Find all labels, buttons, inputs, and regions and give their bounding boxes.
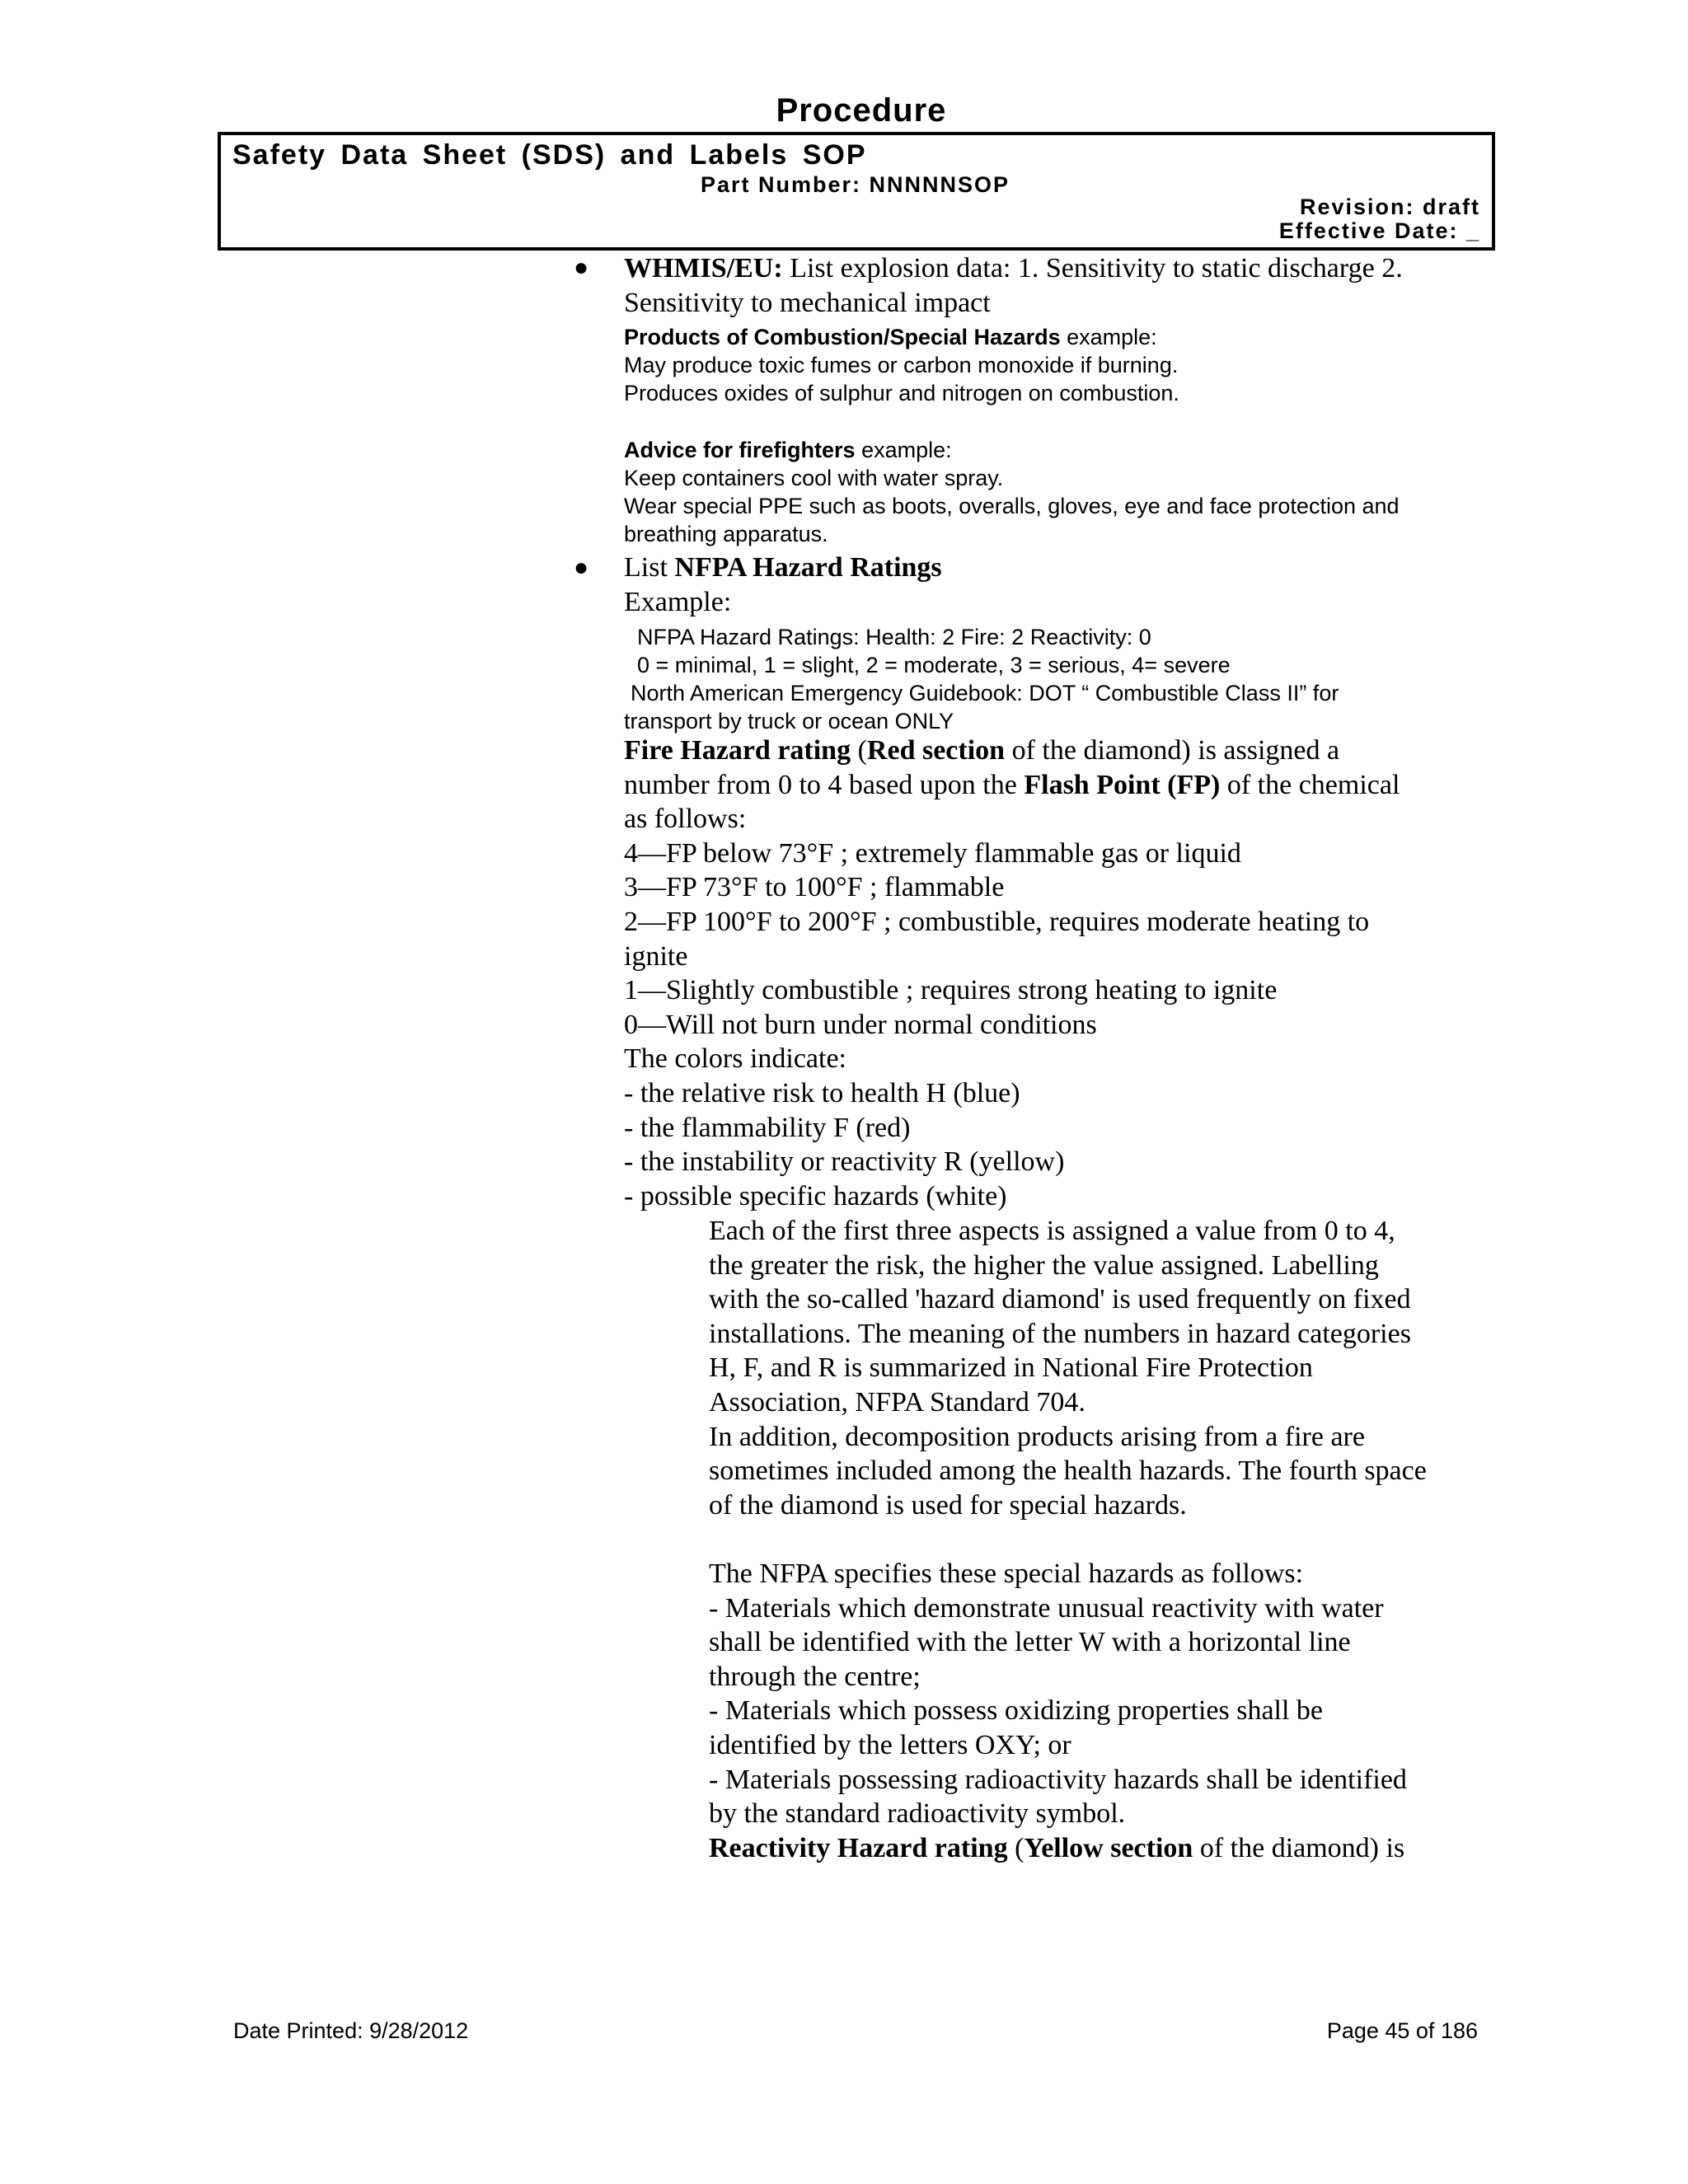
firefighters-suffix: example: [855, 438, 952, 462]
combustion-label: Products of Combustion/Special Hazards [624, 325, 1061, 349]
effective-date: Effective Date: _ [1278, 218, 1480, 243]
firefighters-line: breathing apparatus. [624, 522, 828, 546]
yellow-section-label: Yellow section [1024, 1832, 1193, 1863]
flash-point-rating: 3—FP 73°F to 100°F ; flammable [624, 872, 1005, 903]
fire-rating-text: of the chemical [1220, 769, 1400, 800]
part-number: Part Number: NNNNNSOP [701, 172, 1010, 197]
bullet-icon: ● [574, 254, 589, 281]
paren-text: ( [1007, 1832, 1025, 1863]
document-type-title: Procedure [776, 92, 947, 129]
color-item: - possible specific hazards (white) [624, 1180, 1007, 1212]
fire-rating-block [624, 733, 1489, 1213]
special-hazard-line: - Materials possessing radioactivity hazards shall be identified [709, 1764, 1407, 1795]
nfpa-example-line: transport by truck or ocean ONLY [624, 709, 954, 733]
nfpa-label: NFPA Hazard Ratings [674, 552, 942, 583]
nfpa-example-line: 0 = minimal, 1 = slight, 2 = moderate, 3 = serious, 4= severe [637, 653, 1231, 677]
flash-point-rating: 4—FP below 73°F ; extremely flammable gas or liquid [624, 837, 1241, 869]
fire-rating-text: as follows: [624, 804, 747, 835]
reactivity-text: of the diamond) is [1193, 1832, 1405, 1863]
aspects-line: the greater the risk, the higher the value assigned. Labelling [709, 1249, 1379, 1281]
bullet-icon: ● [574, 554, 589, 581]
paren-text: ( [851, 735, 867, 766]
aspects-line: Each of the first three aspects is assigned a value from 0 to 4, [709, 1216, 1395, 1246]
color-item: - the relative risk to health H (blue) [624, 1077, 1020, 1108]
sop-title: Safety Data Sheet (SDS) and Labels SOP [232, 139, 867, 171]
combustion-block [624, 323, 1489, 407]
whmis-label: WHMIS/EU: [624, 253, 783, 284]
color-item: - the flammability F (red) [624, 1112, 911, 1143]
firefighters-label: Advice for firefighters [624, 438, 856, 462]
decomposition-line: In addition, decomposition products arising from a fire are [709, 1421, 1365, 1452]
flash-point-rating: ignite [624, 940, 688, 972]
special-hazards-block [709, 1557, 1500, 1865]
fire-rating-text: number from 0 to 4 based upon the [624, 769, 1025, 800]
special-hazard-line: - Materials which demonstrate unusual reactivity with water [709, 1592, 1384, 1624]
nfpa-example-line: North American Emergency Guidebook: DOT “ Combustible Class II” for [631, 681, 1339, 705]
special-hazard-line: identified by the letters OXY; or [709, 1729, 1071, 1760]
whmis-text-cont: Sensitivity to mechanical impact [624, 287, 991, 318]
firefighters-line: Wear special PPE such as boots, overalls, gloves, eye and face protection and [624, 494, 1400, 518]
nfpa-example-line: NFPA Hazard Ratings: Health: 2 Fire: 2 Reactivity: 0 [637, 625, 1151, 649]
red-section-label: Red section [866, 735, 1006, 766]
special-hazard-line: - Materials which possess oxidizing properties shall be [709, 1695, 1324, 1727]
combustion-line: Produces oxides of sulphur and nitrogen on combustion. [624, 381, 1179, 405]
page-number: Page 45 of 186 [1326, 2018, 1478, 2043]
firefighters-block [624, 436, 1489, 548]
special-hazard-line: by the standard radioactivity symbol. [709, 1798, 1126, 1830]
flash-point-label: Flash Point (FP) [1024, 769, 1221, 800]
decomposition-line: sometimes included among the health hazards. The fourth space [709, 1455, 1427, 1487]
special-hazard-line: shall be identified with the letter W with a horizontal line [709, 1627, 1351, 1658]
colors-intro: The colors indicate: [624, 1043, 847, 1075]
aspects-line: installations. The meaning of the numbers in hazard categories [709, 1318, 1411, 1349]
sop-header-box [218, 132, 1495, 251]
aspects-line: H, F, and R is summarized in National Fire Protection [709, 1352, 1313, 1384]
nfpa-heading-block [624, 551, 1489, 619]
combustion-line: May produce toxic fumes or carbon monoxide if burning. [624, 353, 1179, 377]
example-label: Example: [624, 586, 732, 617]
aspects-line: with the so-called 'hazard diamond' is used frequently on fixed [709, 1284, 1411, 1315]
combustion-suffix: example: [1060, 325, 1157, 349]
whmis-paragraph [624, 251, 1489, 320]
nfpa-example-block [624, 623, 1489, 735]
flash-point-rating: 2—FP 100°F to 200°F ; combustible, requires moderate heating to [624, 906, 1370, 937]
aspects-line: Association, NFPA Standard 704. [709, 1386, 1085, 1418]
whmis-text: List explosion data: 1. Sensitivity to static discharge 2. [782, 253, 1403, 284]
firefighters-line: Keep containers cool with water spray. [624, 466, 1004, 490]
nfpa-prefix: List [624, 552, 675, 583]
fire-rating-text: of the diamond) is assigned a [1005, 735, 1340, 766]
reactivity-label: Reactivity Hazard rating [709, 1832, 1008, 1863]
aspects-block [709, 1214, 1500, 1522]
fire-rating-label: Fire Hazard rating [624, 735, 851, 766]
date-printed: Date Printed: 9/28/2012 [233, 2018, 469, 2043]
revision: Revision: draft [1299, 194, 1480, 219]
flash-point-rating: 0—Will not burn under normal conditions [624, 1009, 1097, 1040]
flash-point-rating: 1—Slightly combustible ; requires strong heating to ignite [624, 975, 1278, 1006]
special-hazard-line: through the centre; [709, 1661, 921, 1692]
special-intro: The NFPA specifies these special hazards as follows: [709, 1558, 1304, 1589]
decomposition-line: of the diamond is used for special hazards. [709, 1489, 1187, 1521]
color-item: - the instability or reactivity R (yellow) [624, 1146, 1065, 1178]
